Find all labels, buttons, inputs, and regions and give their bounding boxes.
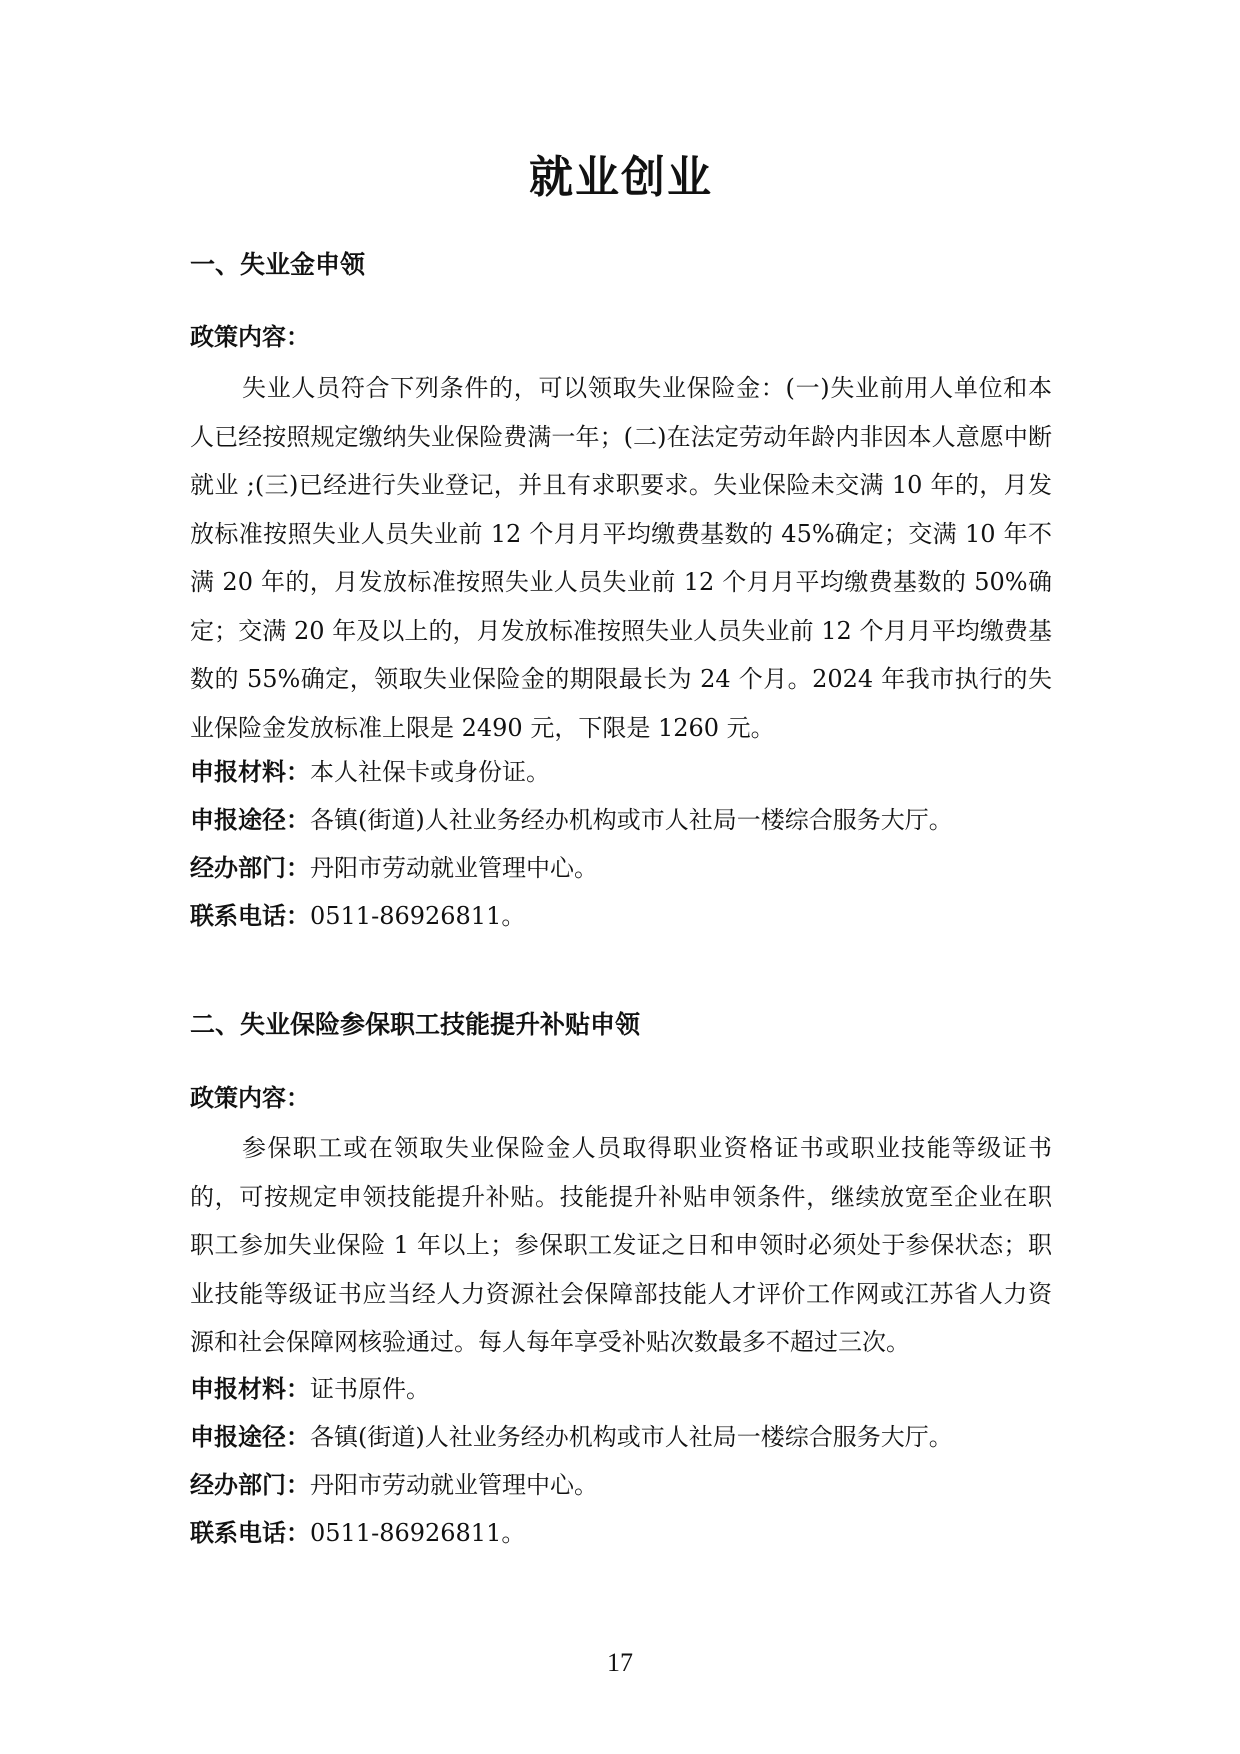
section-2-channel-row	[190, 1413, 1052, 1461]
section-1-dept-value: 丹阳市劳动就业管理中心。	[310, 854, 598, 882]
section-1-channel-label: 申报途径：	[190, 806, 310, 834]
section-2-materials-value: 证书原件。	[310, 1375, 430, 1403]
section-2-channel-value: 各镇(街道)人社业务经办机构或市人社局一楼综合服务大厅。	[310, 1423, 953, 1451]
section-2-dept-label: 经办部门：	[190, 1471, 310, 1499]
section-2-heading: 二、失业保险参保职工技能提升补贴申领	[190, 1010, 641, 1039]
section-1-heading-block	[190, 247, 1052, 283]
section-1-materials-value: 本人社保卡或身份证。	[310, 758, 550, 786]
section-1-phone-value: 0511-86926811。	[310, 902, 526, 930]
section-2-policy-text-block	[190, 1124, 1052, 1367]
page-number: 17	[607, 1648, 633, 1677]
section-1-dept-row	[190, 844, 1052, 892]
section-1-channel-value: 各镇(街道)人社业务经办机构或市人社局一楼综合服务大厅。	[310, 806, 953, 834]
section-2-policy-label-block	[190, 1080, 1052, 1116]
section-1-policy-text: 失业人员符合下列条件的，可以领取失业保险金：(一)失业前用人单位和本人已经按照规定缴纳失业保险费满一年；(二)在法定劳动年龄内非因本人意愿中断就业 ;(三)已经进行失业登记，并且有求职要求。失业保险未交满 10 年的，月发放标准按照失业人员失业前 12 个月月平均缴费基数的 45%确定；交满 10 年不满 20 年的，月发放标准按照失业人员失业前 12 个月月平均缴费基数的 50%确定；交满 20 年及以上的，月发放标准按照失业人员失业前 12 个月月平均缴费基数的 55%确定，领取失业保险金的期限最长为 24 个月。2024 年我市执行的失业保险金发放标准上限是 2490 元，下限是 1260 元。	[190, 374, 1052, 742]
section-2-fields	[190, 1365, 1052, 1557]
section-1-channel-row	[190, 796, 1052, 844]
section-2-materials-row	[190, 1365, 1052, 1413]
section-2-dept-value: 丹阳市劳动就业管理中心。	[310, 1471, 598, 1499]
section-2-heading-block	[190, 1007, 1052, 1043]
section-1-phone-label: 联系电话：	[190, 902, 310, 930]
section-1-policy-label-block	[190, 319, 1052, 355]
section-1-materials-row	[190, 748, 1052, 796]
section-2-policy-text: 参保职工或在领取失业保险金人员取得职业资格证书或职业技能等级证书的，可按规定申领技能提升补贴。技能提升补贴申领条件，继续放宽至企业在职职工参加失业保险 1 年以上；参保职工发证之日和申领时必须处于参保状态；职业技能等级证书应当经人力资源社会保障部技能人才评价工作网或江苏省人力资源和社会保障网核验通过。每人每年享受补贴次数最多不超过三次。	[190, 1134, 1052, 1356]
section-2-policy-label: 政策内容：	[190, 1084, 310, 1112]
section-1-fields	[190, 748, 1052, 940]
section-1-policy-label: 政策内容：	[190, 323, 310, 351]
page-title: 就业创业	[529, 152, 713, 203]
section-2-materials-label: 申报材料：	[190, 1375, 310, 1403]
section-1-dept-label: 经办部门：	[190, 854, 310, 882]
section-2-phone-label: 联系电话：	[190, 1519, 310, 1547]
section-1-heading: 一、失业金申领	[190, 250, 366, 279]
section-1-phone-row	[190, 892, 1052, 940]
section-2-phone-value: 0511-86926811。	[310, 1519, 526, 1547]
section-2-dept-row	[190, 1461, 1052, 1509]
section-2-channel-label: 申报途径：	[190, 1423, 310, 1451]
section-2-phone-row	[190, 1509, 1052, 1557]
section-1-materials-label: 申报材料：	[190, 758, 310, 786]
section-1-policy-text-block	[190, 364, 1052, 752]
